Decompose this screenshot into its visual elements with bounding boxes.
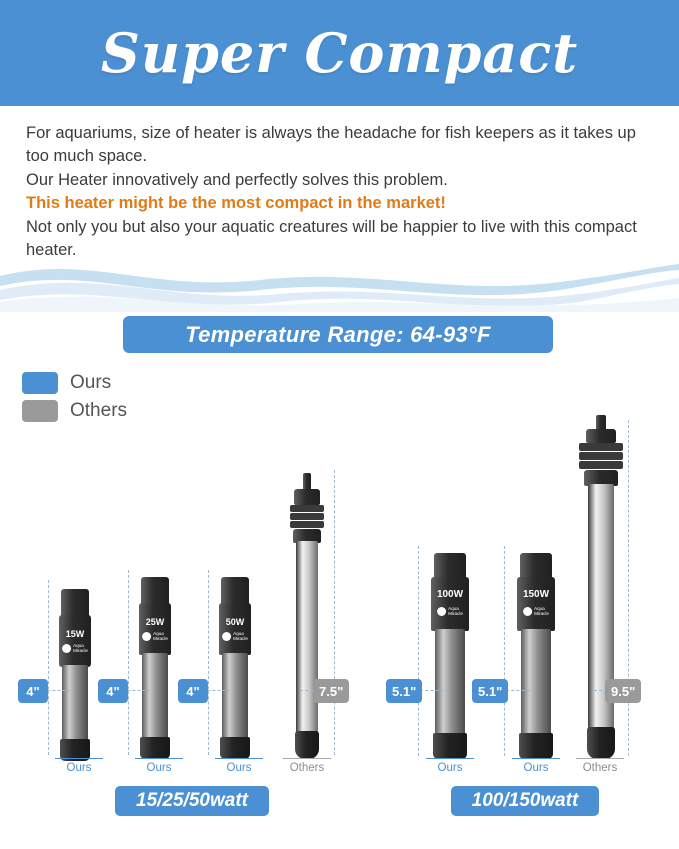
size-tag-others-75: 7.5": [313, 679, 349, 703]
heater-cap-icon: [294, 489, 320, 505]
brand-logo: [437, 607, 463, 617]
caption-ours-50w: Ours: [226, 762, 252, 774]
measure-guide: [208, 570, 209, 755]
caption-ours-15w: Ours: [66, 762, 92, 774]
heater-ridge: [579, 461, 623, 469]
heater-ridge: [290, 505, 324, 512]
heater-foot: [433, 733, 467, 759]
size-tag-25w: 4": [98, 679, 128, 703]
brand-logo: [523, 607, 549, 617]
header-banner: [0, 0, 679, 106]
legend-swatch-ours: [22, 372, 58, 394]
heater-watt-label: 15W: [65, 629, 85, 639]
heater-foot: [519, 733, 553, 759]
heater-25w: [136, 577, 174, 763]
heater-foot: [295, 731, 319, 759]
heater-cap-icon: [221, 577, 249, 605]
caption-ours-100w: Ours: [437, 762, 463, 774]
heater-cap-icon: [520, 553, 552, 579]
heater-head: [59, 615, 91, 667]
heater-150w: [514, 553, 558, 763]
caption-rule: [576, 758, 624, 759]
brand-circle-icon: [62, 644, 71, 653]
caption-rule: [283, 758, 331, 759]
wave-graphic: [0, 246, 679, 312]
brand-text: Aqua Miracle: [153, 631, 168, 641]
heater-tube: [521, 629, 551, 737]
intro-line-4: Not only you but also your aquatic creatures will be happier to live with this compact heater.: [26, 218, 637, 259]
brand-text: Aqua Miracle: [233, 631, 248, 641]
wave-svg: [0, 246, 679, 312]
heater-cap-icon: [434, 553, 466, 579]
heater-100w: [428, 553, 472, 763]
size-tag-others-95: 9.5": [605, 679, 641, 703]
brand-text: Aqua Miracle: [73, 643, 88, 653]
heater-ridge: [579, 452, 623, 460]
heater-foot: [220, 737, 250, 759]
caption-rule: [135, 758, 183, 759]
heater-foot: [140, 737, 170, 759]
size-tag-50w: 4": [178, 679, 208, 703]
heater-head: [139, 603, 171, 655]
brand-logo: [62, 644, 88, 654]
caption-ours-150w: Ours: [523, 762, 549, 774]
brand-circle-icon: [222, 632, 231, 641]
caption-rule: [512, 758, 560, 759]
group-badge-right: 100/150watt: [451, 786, 599, 816]
heater-cap-icon: [141, 577, 169, 605]
intro-text-block: [0, 106, 679, 262]
measure-guide: [418, 546, 419, 756]
legend-label-others: Others: [70, 400, 128, 421]
size-tag-15w: 4": [18, 679, 48, 703]
measure-guide: [48, 580, 49, 755]
measure-guide: [504, 546, 505, 756]
heater-tube: [296, 541, 318, 736]
comparison-stage: [0, 400, 679, 849]
heater-cap-icon: [61, 589, 89, 617]
heater-ridge: [579, 443, 623, 451]
heater-cap-icon: [586, 429, 616, 443]
group-badge-left: 15/25/50watt: [115, 786, 269, 816]
heater-tube: [435, 629, 465, 737]
intro-line-1: For aquariums, size of heater is always the headache for fish keepers as it takes up too much space.: [26, 124, 636, 165]
heater-watt-label: 150W: [522, 589, 550, 600]
intro-line-highlight: This heater might be the most compact in the market!: [26, 194, 446, 213]
heater-tube: [142, 653, 168, 741]
heater-watt-label: 100W: [436, 589, 464, 600]
legend-label-ours: Ours: [70, 372, 112, 393]
brand-circle-icon: [142, 632, 151, 641]
brand-text: Aqua Miracle: [534, 606, 549, 616]
heater-ridge: [290, 521, 324, 528]
heater-watt-label: 50W: [225, 617, 245, 627]
brand-text: Aqua Miracle: [448, 606, 463, 616]
intro-line-2: Our Heater innovatively and perfectly solves this problem.: [26, 170, 448, 189]
heater-15w: [56, 589, 94, 763]
legend-item-ours: [22, 372, 127, 394]
measure-guide: [628, 420, 629, 756]
caption-others-95: Others: [582, 762, 618, 774]
heater-tube: [222, 653, 248, 741]
caption-rule: [55, 758, 103, 759]
measure-guide: [334, 470, 335, 755]
caption-ours-25w: Ours: [146, 762, 172, 774]
heater-50w: [216, 577, 254, 763]
brand-circle-icon: [523, 607, 532, 616]
heater-others-75: [286, 473, 328, 763]
brand-logo: [222, 632, 248, 642]
caption-others-75: Others: [289, 762, 325, 774]
size-tag-100w: 5.1": [386, 679, 422, 703]
heater-foot: [587, 727, 615, 759]
measure-guide: [128, 570, 129, 755]
heater-tube: [62, 665, 88, 743]
page-title: Super Compact: [100, 21, 579, 85]
heater-others-95: [576, 415, 626, 763]
heater-watt-label: 25W: [145, 617, 165, 627]
heater-head: [517, 577, 555, 631]
caption-rule: [215, 758, 263, 759]
size-tag-150w: 5.1": [472, 679, 508, 703]
heater-ridge: [290, 513, 324, 520]
heater-head: [219, 603, 251, 655]
brand-circle-icon: [437, 607, 446, 616]
heater-head: [431, 577, 469, 631]
caption-rule: [426, 758, 474, 759]
temperature-range-badge: Temperature Range: 64-93°F: [123, 316, 553, 353]
brand-logo: [142, 632, 168, 642]
